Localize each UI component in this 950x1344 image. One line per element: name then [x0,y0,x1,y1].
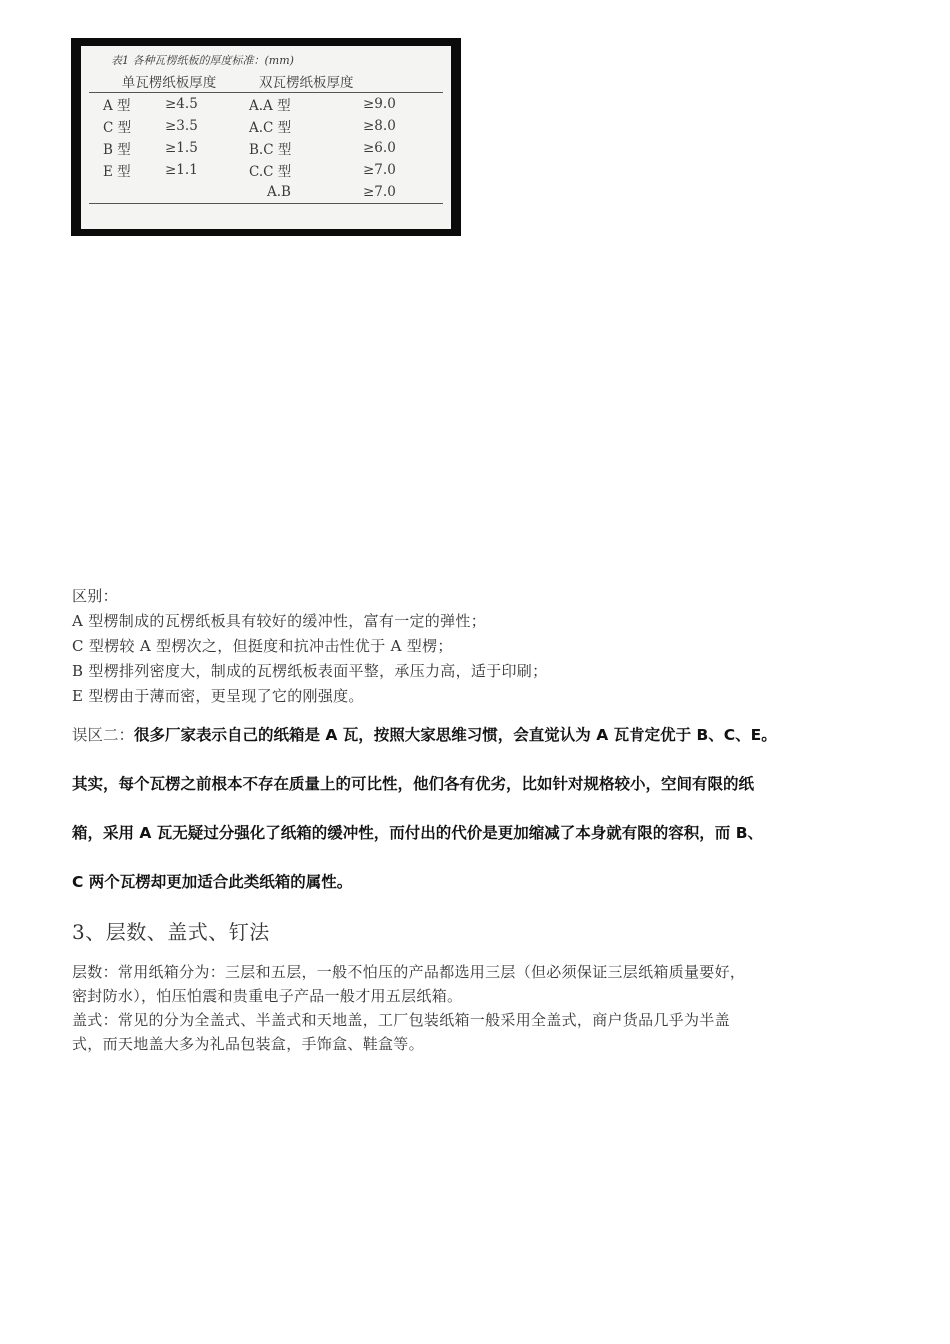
table-caption: 表1 各种瓦楞纸板的厚度标准：(mm) [111,54,294,67]
table-cell [165,181,249,203]
table-cell: ≥4.5 [165,96,198,112]
table-row [89,93,443,116]
thickness-standard-table-image [71,38,461,236]
myth-line: C 两个瓦楞却更加适合此类纸箱的属性。 [72,873,353,891]
difference-line: E 型楞由于薄而密，更呈现了它的刚强度。 [72,687,364,705]
table-row [89,159,443,181]
table-cell: A.A 型 [249,98,291,114]
section-3-line: 密封防水），怕压怕震和贵重电子产品一般才用五层纸箱。 [72,987,463,1005]
header-double-wall: 双瓦楞纸板厚度 [249,70,443,93]
table-cell: A.B [267,184,291,200]
section-3-heading: 3、层数、盖式、钉法 [72,920,270,944]
table-cell: ≥8.0 [363,118,396,134]
table-cell: B 型 [103,142,131,158]
table-cell: C 型 [103,120,132,136]
myth-line: 其实，每个瓦楞之前根本不存在质量上的可比性，他们各有优劣，比如针对规格较小，空间有限的纸 [72,775,755,793]
table-row [89,115,443,137]
table-cell: ≥1.1 [165,162,198,178]
myth-lead: 误区二： [72,726,135,744]
table-row [89,137,443,159]
myth-first-line [72,724,912,773]
table-cell: B.C 型 [249,142,292,158]
difference-line: A 型楞制成的瓦楞纸板具有较好的缓冲性，富有一定的弹性； [72,612,487,630]
difference-line: B 型楞排列密度大，制成的瓦楞纸板表面平整，承压力高，适于印刷； [72,662,548,680]
myth-two-paragraph [72,724,912,920]
table-row [89,181,443,203]
section-3-line: 式，而天地盖大多为礼品包装盒，手饰盒、鞋盒等。 [72,1035,424,1053]
table-bottom-rule [89,203,443,204]
table-cell: A 型 [103,98,131,114]
table-cell: C.C 型 [249,164,292,180]
table-cell [89,181,165,203]
section-3-line: 层数：常用纸箱分为：三层和五层，一般不怕压的产品都选用三层（但必须保证三层纸箱质量要好， [72,963,746,981]
difference-section [72,584,912,709]
table-cell: E 型 [103,164,131,180]
table-cell: ≥7.0 [363,184,396,200]
table-cell: ≥9.0 [363,96,396,112]
header-single-wall: 单瓦楞纸板厚度 [89,70,249,93]
section-3-line: 盖式：常见的分为全盖式、半盖式和天地盖，工厂包装纸箱一般采用全盖式，商户货品几乎为半盖 [72,1011,730,1029]
myth-line: 箱，采用 A 瓦无疑过分强化了纸箱的缓冲性，而付出的代价是更加缩减了本身就有限的容积，而 B、 [72,824,764,842]
difference-line: C 型楞较 A 型楞次之，但挺度和抗冲击性优于 A 型楞； [72,637,453,655]
section-3-body [72,960,912,1056]
table-cell: ≥7.0 [363,162,396,178]
table-cell: ≥1.5 [165,140,198,156]
thickness-table [89,70,443,203]
table-cell: A.C 型 [249,120,292,136]
table-header-row [89,70,443,93]
table-cell: ≥6.0 [363,140,396,156]
difference-title: 区别： [72,587,118,605]
table-paper [81,46,451,229]
myth-first-text: 很多厂家表示自己的纸箱是 A 瓦，按照大家思维习惯，会直觉认为 A 瓦肯定优于 B、C、E。 [134,726,777,744]
table-cell: ≥3.5 [165,118,198,134]
